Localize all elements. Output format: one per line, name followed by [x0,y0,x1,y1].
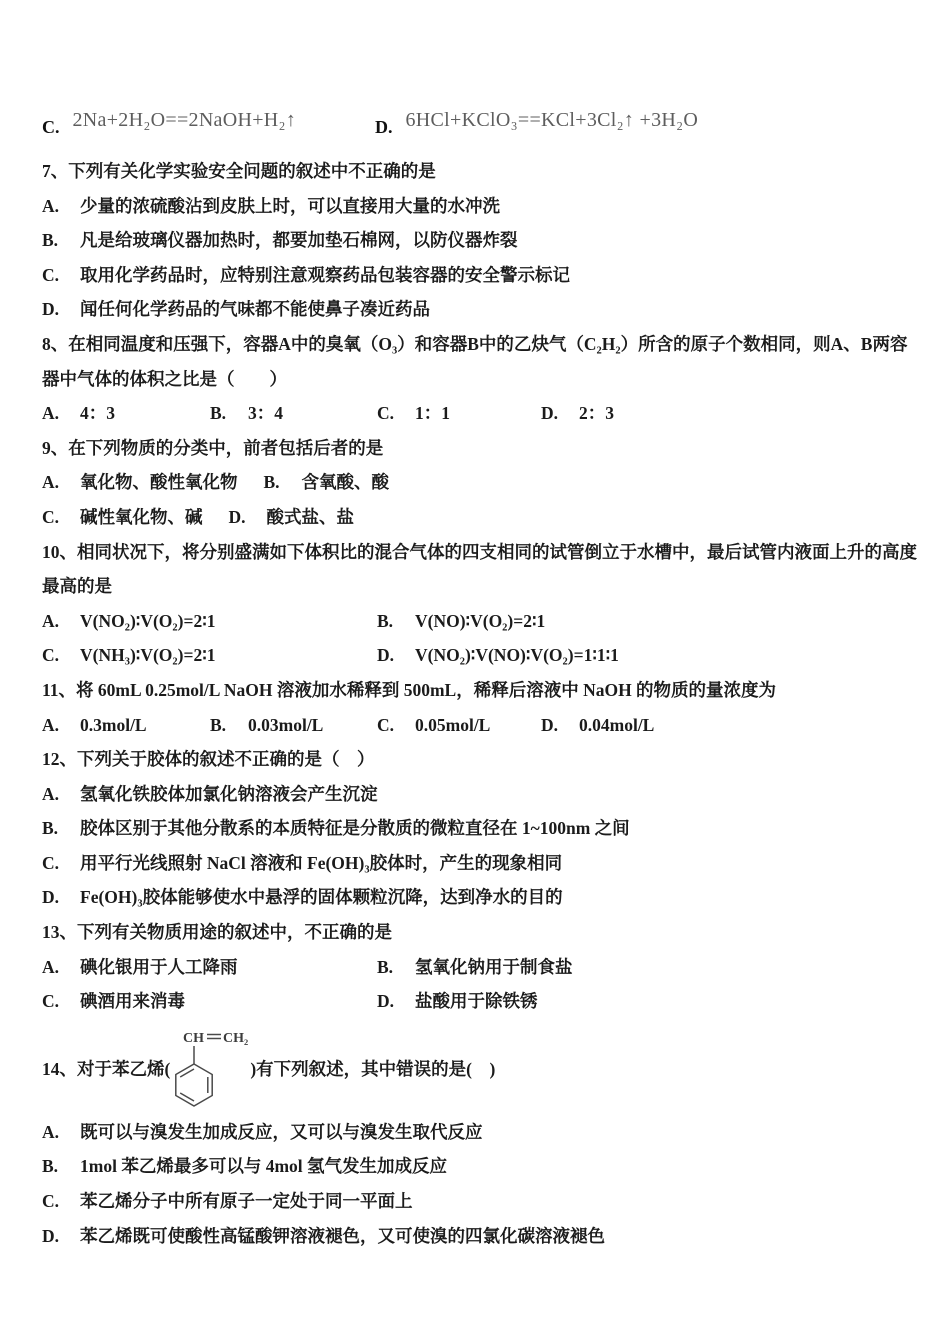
option-text: 氢氧化铁胶体加氯化钠溶液会产生沉淀 [80,783,378,804]
option-letter: A. [42,403,60,424]
option-text: 酸式盐、盐 [266,506,354,527]
question-10-option-a [42,604,377,639]
vinyl-ch2-label: CH₂ [223,1030,249,1046]
question-8-option-c [377,396,541,431]
question-9-option-c [42,500,203,535]
styrene-structure [172,1026,248,1112]
option-text: 4：3 [80,403,115,424]
option-text: 凡是给玻璃仪器加热时，都要加垫石棉网，以防仪器炸裂 [80,230,518,251]
option-text: V(NO₂)∶V(NO)∶V(O₂)=1∶1∶1 [415,645,619,666]
option-letter: A. [42,1121,60,1142]
question-13-options-row-2 [42,984,922,1019]
option-text: 碱性氧化物、碱 [80,506,203,527]
equation-option-d [375,100,922,138]
question-10-option-b [377,604,922,639]
question-7-stem: 7、下列有关化学实验安全问题的叙述中不正确的是 [42,161,436,181]
question-8-option-d [541,396,922,431]
question-14-option-c [42,1184,922,1219]
option-text: 盐酸用于除铁锈 [415,991,538,1012]
question-9-option-a [42,465,238,500]
option-letter: D. [42,1225,60,1246]
question-12-option-d [42,880,922,915]
option-text: 3：4 [248,403,283,424]
option-text: 1：1 [415,403,450,424]
option-letter: B. [263,472,280,493]
vinyl-ch-label: CH [183,1030,205,1046]
option-letter: B. [210,714,227,735]
styrene-structure-drawing [172,1026,248,1112]
question-10-option-d [377,638,922,673]
question-9-options-row-2 [42,500,922,535]
option-letter: D. [42,299,60,320]
option-text: 0.3mol/L [80,714,147,735]
question-13-option-c [42,984,377,1019]
option-letter: B. [42,1156,59,1177]
option-letter: C. [42,506,60,527]
chemical-equation: 2Na+2H₂O==2NaOH+H₂↑ [72,109,297,131]
question-8-option-a [42,396,210,431]
option-letter: C. [377,714,395,735]
question-11-option-c [377,708,541,743]
option-text: 氧化物、酸性氧化物 [80,472,238,493]
option-text: 碘化银用于人工降雨 [80,956,238,977]
question-13-option-b [377,950,922,985]
question-12-option-b [42,811,922,846]
question-11-option-b [210,708,377,743]
option-letter: B. [210,403,227,424]
option-letter: C. [42,264,60,285]
question-14-option-a [42,1115,922,1150]
option-text: 0.03mol/L [248,714,324,735]
question-14-stem [42,1023,922,1115]
question-8-options-row [42,396,922,431]
option-letter: A. [42,195,60,216]
question-7-option-c [42,258,922,293]
question-11-options-row [42,708,922,743]
option-letter: C. [377,403,395,424]
option-text: V(NO₂)∶V(O₂)=2∶1 [80,610,216,631]
question-13-options-row-1 [42,950,922,985]
question-12-option-a [42,777,922,812]
option-text: 1mol 苯乙烯最多可以与 4mol 氢气发生加成反应 [80,1156,448,1177]
question-8-option-b [210,396,377,431]
question-14-option-d [42,1219,922,1254]
question-10-stem: 10、相同状况下，将分别盛满如下体积比的混合气体的四支相同的试管倒立于水槽中，最后试管内液面上升的高度最高的是 [42,541,917,597]
question-10-options-row-1 [42,604,922,639]
question-13-option-d [377,984,922,1019]
option-text: 碘酒用来消毒 [80,991,185,1012]
question-9-option-b [264,465,390,500]
question-9-option-d [229,500,355,535]
question-10-options-row-2 [42,638,922,673]
option-letter: C. [42,852,60,873]
option-text: 用平行光线照射 NaCl 溶液和 Fe(OH)₃胶体时，产生的现象相同 [80,852,563,873]
equation-option-c [42,100,375,138]
option-text: 0.05mol/L [415,714,491,735]
option-text: 胶体区别于其他分散系的本质特征是分散质的微粒直径在 1~100nm 之间 [80,818,630,839]
option-text: V(NO)∶V(O₂)=2∶1 [415,610,546,631]
option-text: 2：3 [579,403,614,424]
option-letter: B. [377,956,394,977]
option-letter: C. [42,117,60,137]
option-text: 苯乙烯既可使酸性高锰酸钾溶液褪色，又可使溴的四氯化碳溶液褪色 [80,1225,605,1246]
option-letter: A. [42,610,60,631]
option-letter: A. [42,783,60,804]
question-9-stem: 9、在下列物质的分类中，前者包括后者的是 [42,437,384,458]
option-letter: B. [377,610,394,631]
question-12-option-c [42,846,922,881]
option-text: 取用化学药品时，应特别注意观察药品包装容器的安全警示标记 [80,264,570,285]
option-letter: B. [42,230,59,251]
question-8-stem: 8、在相同温度和压强下，容器A中的臭氧（O₃）和容器B中的乙炔气（C₂H₂）所含的原子个数相同，则A、B两容器中气体的体积之比是（ ） [42,333,908,389]
question-13-option-a [42,950,377,985]
equation-options-row [42,100,922,138]
option-text: 苯乙烯分子中所有原子一定处于同一平面上 [80,1191,413,1212]
question-14-stem-suffix: )有下列叙述，其中错误的是( ) [250,1059,496,1080]
question-7-option-b [42,223,922,258]
option-letter: A. [42,956,60,977]
question-14-stem-prefix: 14、对于苯乙烯( [42,1059,171,1080]
option-text: 含氧酸、酸 [301,472,389,493]
option-letter: D. [42,887,60,908]
question-7-option-a [42,189,922,224]
option-letter: C. [42,991,60,1012]
option-letter: B. [42,818,59,839]
question-14-option-b [42,1149,922,1184]
option-letter: D. [377,991,395,1012]
option-text: 氢氧化钠用于制食盐 [415,956,573,977]
question-13-stem: 13、下列有关物质用途的叙述中，不正确的是 [42,922,392,943]
question-10-option-c [42,638,377,673]
option-letter: C. [42,645,60,666]
question-7-option-d [42,292,922,327]
option-letter: A. [42,472,60,493]
question-9-options-row-1 [42,465,922,500]
option-text: 既可以与溴发生加成反应，又可以与溴发生取代反应 [80,1121,483,1142]
option-letter: C. [42,1191,60,1212]
option-text: 闻任何化学药品的气味都不能使鼻子凑近药品 [80,299,430,320]
question-11-stem: 11、将 60mL 0.25mol/L NaOH 溶液加水稀释到 500mL，稀释后溶液中 NaOH 的物质的量浓度为 [42,679,777,700]
option-letter: D. [375,117,393,137]
question-11-option-d [541,708,922,743]
option-letter: D. [377,645,395,666]
option-letter: D. [541,403,559,424]
option-text: V(NH₃)∶V(O₂)=2∶1 [80,645,216,666]
option-letter: A. [42,714,60,735]
option-text: Fe(OH)₃胶体能够使水中悬浮的固体颗粒沉降，达到净水的目的 [80,887,563,908]
option-letter: D. [228,506,246,527]
benzene-ring-icon [176,1064,212,1106]
option-text: 少量的浓硫酸沾到皮肤上时，可以直接用大量的水冲洗 [80,195,500,216]
option-letter: D. [541,714,559,735]
question-11-option-a [42,708,210,743]
chemical-equation: 6HCl+KClO₃==KCl+3Cl₂↑ +3H₂O [405,109,699,131]
question-12-stem: 12、下列关于胶体的叙述不正确的是（ ） [42,749,375,770]
option-text: 0.04mol/L [579,714,655,735]
